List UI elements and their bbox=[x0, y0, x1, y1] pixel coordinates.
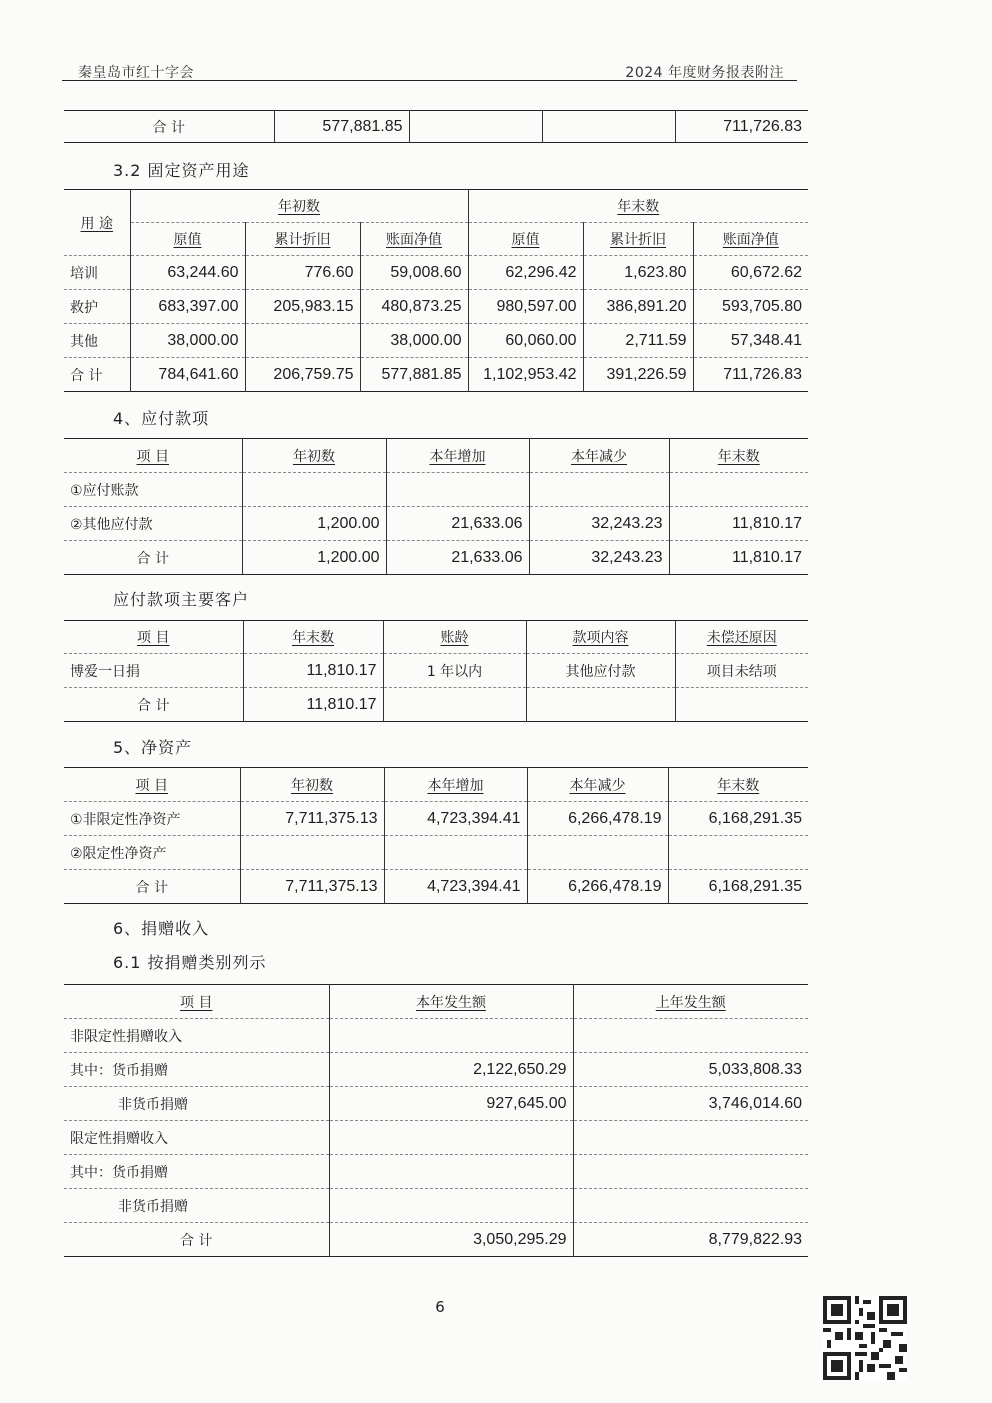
row-label: ②其他应付款 bbox=[64, 507, 242, 541]
row-label: 合 计 bbox=[136, 550, 169, 567]
col-header: 项 目 bbox=[64, 768, 240, 802]
col-header: 原值 bbox=[468, 223, 583, 256]
row-label: 其他 bbox=[64, 324, 130, 358]
table-row-total bbox=[64, 541, 808, 575]
header-rule bbox=[62, 80, 797, 81]
table-cell bbox=[526, 688, 675, 722]
table-cell bbox=[245, 324, 360, 358]
table-row bbox=[64, 654, 808, 688]
col-header: 本年减少 bbox=[527, 768, 668, 802]
table-cell: 62,296.42 bbox=[468, 256, 583, 290]
col-header: 年末数 bbox=[243, 621, 383, 654]
table-cell: 11,810.17 bbox=[243, 688, 383, 722]
table-row bbox=[64, 1053, 808, 1087]
table-row bbox=[64, 836, 808, 870]
table-cell: 386,891.20 bbox=[583, 290, 693, 324]
col-header: 项 目 bbox=[64, 439, 242, 473]
table-cell: 6,168,291.35 bbox=[668, 870, 808, 904]
table-cell: 683,397.00 bbox=[130, 290, 245, 324]
col-header: 本年减少 bbox=[529, 439, 669, 473]
table-cell: 7,711,375.13 bbox=[240, 802, 384, 836]
col-header: 上年发生额 bbox=[573, 985, 808, 1019]
subsection-heading-donations-by-type: 6.1 按捐赠类别列示 bbox=[113, 953, 267, 972]
table-cell: 391,226.59 bbox=[583, 358, 693, 392]
table-cell bbox=[668, 836, 808, 870]
table-cell bbox=[529, 473, 669, 507]
qr-code-icon bbox=[823, 1296, 907, 1380]
row-label: 合 计 bbox=[135, 879, 168, 896]
table-cell: 4,723,394.41 bbox=[384, 802, 527, 836]
col-header: 本年增加 bbox=[386, 439, 529, 473]
col-header: 款项内容 bbox=[526, 621, 675, 654]
donations-table bbox=[64, 984, 808, 1257]
table-row-total bbox=[64, 358, 808, 392]
table-row bbox=[64, 1019, 808, 1053]
col-header-usage: 用 途 bbox=[64, 190, 130, 256]
col-header: 账面净值 bbox=[360, 223, 468, 256]
table-row bbox=[64, 1155, 808, 1189]
table-row bbox=[64, 802, 808, 836]
table-cell bbox=[527, 836, 668, 870]
table-cell: 6,168,291.35 bbox=[668, 802, 808, 836]
table-cell: 4,723,394.41 bbox=[384, 870, 527, 904]
section-heading-fixed-assets: 3.2 固定资产用途 bbox=[113, 161, 250, 180]
table-cell: 3,050,295.29 bbox=[329, 1223, 573, 1257]
table-cell bbox=[240, 836, 384, 870]
table-cell: 21,633.06 bbox=[386, 541, 529, 575]
table-cell: 38,000.00 bbox=[130, 324, 245, 358]
table-cell: 927,645.00 bbox=[329, 1087, 573, 1121]
table-cell: 21,633.06 bbox=[386, 507, 529, 541]
table-row-total bbox=[64, 870, 808, 904]
col-header: 本年增加 bbox=[384, 768, 527, 802]
payables-table bbox=[64, 438, 808, 575]
table-cell: 其他应付款 bbox=[526, 654, 675, 688]
table-row bbox=[64, 1189, 808, 1223]
table-row bbox=[64, 1087, 808, 1121]
row-label: ②限定性净资产 bbox=[64, 836, 240, 870]
table-row-total bbox=[64, 1223, 808, 1257]
table-cell bbox=[573, 1189, 808, 1223]
table-row bbox=[64, 507, 808, 541]
row-label: 非货币捐赠 bbox=[64, 1189, 329, 1223]
table-cell bbox=[329, 1189, 573, 1223]
table-cell: 7,711,375.13 bbox=[240, 870, 384, 904]
table-cell: 1,200.00 bbox=[242, 507, 386, 541]
row-label: 合 计 bbox=[70, 367, 103, 384]
table-row-total bbox=[64, 688, 808, 722]
row-label: 培训 bbox=[64, 256, 130, 290]
row-label: 合 计 bbox=[180, 1232, 213, 1249]
col-header: 账面净值 bbox=[693, 223, 808, 256]
table-row bbox=[64, 290, 808, 324]
row-label: 限定性捐赠收入 bbox=[64, 1121, 329, 1155]
row-label: 非限定性捐赠收入 bbox=[64, 1019, 329, 1053]
col-header-end-group: 年末数 bbox=[468, 190, 808, 223]
table-row bbox=[64, 256, 808, 290]
table-cell: 项目未结项 bbox=[675, 654, 808, 688]
table-row bbox=[64, 473, 808, 507]
col-header: 累计折旧 bbox=[583, 223, 693, 256]
col-header: 累计折旧 bbox=[245, 223, 360, 256]
col-header: 账龄 bbox=[383, 621, 526, 654]
table-cell: 6,266,478.19 bbox=[527, 870, 668, 904]
table-cell: 1,102,953.42 bbox=[468, 358, 583, 392]
table-cell: 8,779,822.93 bbox=[573, 1223, 808, 1257]
section-heading-net-assets: 5、净资产 bbox=[113, 738, 193, 757]
row-label: 救护 bbox=[64, 290, 130, 324]
table-cell: 577,881.85 bbox=[360, 358, 468, 392]
table-cell: 5,033,808.33 bbox=[573, 1053, 808, 1087]
table-cell: 59,008.60 bbox=[360, 256, 468, 290]
table-cell: 60,060.00 bbox=[468, 324, 583, 358]
table-cell bbox=[542, 111, 675, 143]
header-org: 秦皇岛市红十字会 bbox=[78, 65, 194, 81]
table-cell: 711,726.83 bbox=[693, 358, 808, 392]
col-header: 原值 bbox=[130, 223, 245, 256]
header-report-title: 2024 年度财务报表附注 bbox=[625, 65, 784, 81]
col-header: 项 目 bbox=[64, 621, 243, 654]
row-label: 其中：货币捐赠 bbox=[64, 1155, 329, 1189]
table-cell: 2,122,650.29 bbox=[329, 1053, 573, 1087]
table-cell bbox=[573, 1121, 808, 1155]
col-header: 未偿还原因 bbox=[675, 621, 808, 654]
col-header: 项 目 bbox=[64, 985, 329, 1019]
table-cell: 980,597.00 bbox=[468, 290, 583, 324]
table-cell bbox=[383, 688, 526, 722]
table-cell bbox=[669, 473, 808, 507]
table-cell bbox=[386, 473, 529, 507]
row-label: ①非限定性净资产 bbox=[64, 802, 240, 836]
col-header: 年初数 bbox=[242, 439, 386, 473]
table-cell: 577,881.85 bbox=[274, 111, 409, 143]
table-cell: 711,726.83 bbox=[675, 111, 808, 143]
section-heading-donations: 6、捐赠收入 bbox=[113, 919, 210, 938]
table-cell bbox=[384, 836, 527, 870]
table-cell bbox=[573, 1019, 808, 1053]
table-cell: 2,711.59 bbox=[583, 324, 693, 358]
col-header: 年初数 bbox=[240, 768, 384, 802]
table-cell: 11,810.17 bbox=[669, 541, 808, 575]
col-header-begin-group: 年初数 bbox=[130, 190, 468, 223]
page-number: 6 bbox=[435, 1298, 445, 1316]
table-cell: 6,266,478.19 bbox=[527, 802, 668, 836]
table-cell: 3,746,014.60 bbox=[573, 1087, 808, 1121]
table-cell: 784,641.60 bbox=[130, 358, 245, 392]
col-header: 年末数 bbox=[669, 439, 808, 473]
col-header: 本年发生额 bbox=[329, 985, 573, 1019]
table-cell: 57,348.41 bbox=[693, 324, 808, 358]
table-row bbox=[64, 1121, 808, 1155]
table-cell bbox=[409, 111, 542, 143]
table-cell bbox=[329, 1019, 573, 1053]
table-cell bbox=[329, 1121, 573, 1155]
table-cell bbox=[573, 1155, 808, 1189]
table-cell: 合 计 bbox=[152, 119, 185, 136]
table-cell: 206,759.75 bbox=[245, 358, 360, 392]
table-cell bbox=[242, 473, 386, 507]
table-cell: 1,200.00 bbox=[242, 541, 386, 575]
table-cell bbox=[329, 1155, 573, 1189]
table-cell: 205,983.15 bbox=[245, 290, 360, 324]
section-heading-payable-clients: 应付款项主要客户 bbox=[113, 590, 250, 609]
row-label: 博爱一日捐 bbox=[64, 654, 243, 688]
table-cell: 38,000.00 bbox=[360, 324, 468, 358]
table-cell: 60,672.62 bbox=[693, 256, 808, 290]
row-label: ①应付账款 bbox=[64, 473, 242, 507]
table-cell: 32,243.23 bbox=[529, 541, 669, 575]
table-cell bbox=[675, 688, 808, 722]
table-cell: 63,244.60 bbox=[130, 256, 245, 290]
payable-clients-table bbox=[64, 620, 808, 722]
section-heading-payables: 4、应付款项 bbox=[113, 409, 210, 428]
net-assets-table bbox=[64, 767, 808, 904]
table-cell: 11,810.17 bbox=[669, 507, 808, 541]
row-label: 合 计 bbox=[137, 697, 170, 714]
table-cell: 1 年以内 bbox=[383, 654, 526, 688]
table-row bbox=[64, 324, 808, 358]
table-cell: 1,623.80 bbox=[583, 256, 693, 290]
fixed-assets-table bbox=[64, 189, 808, 392]
col-header: 年末数 bbox=[668, 768, 808, 802]
table-cell: 32,243.23 bbox=[529, 507, 669, 541]
row-label: 非货币捐赠 bbox=[64, 1087, 329, 1121]
prev-table-total bbox=[64, 110, 808, 143]
table-cell: 480,873.25 bbox=[360, 290, 468, 324]
table-cell: 11,810.17 bbox=[243, 654, 383, 688]
row-label: 其中：货币捐赠 bbox=[64, 1053, 329, 1087]
table-cell: 593,705.80 bbox=[693, 290, 808, 324]
table-cell: 776.60 bbox=[245, 256, 360, 290]
